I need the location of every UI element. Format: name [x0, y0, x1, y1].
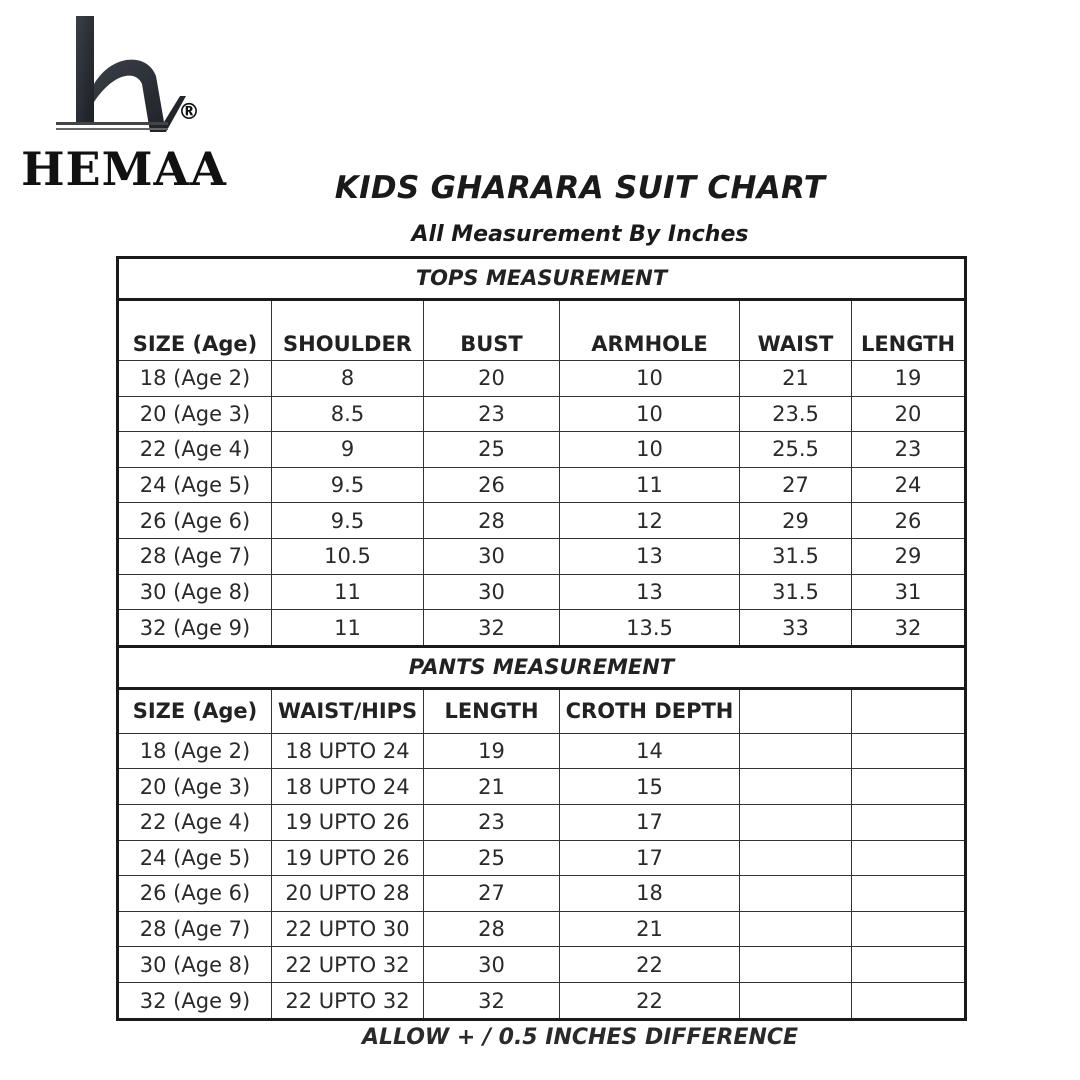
tops-cell-size: 22 (Age 4)	[118, 432, 272, 468]
pants-table-row	[118, 733, 966, 769]
tops-cell-size: 30 (Age 8)	[118, 574, 272, 610]
pants-cell-empty-2	[852, 983, 966, 1020]
tops-table-row	[118, 610, 966, 647]
tops-cell-length: 24	[852, 467, 966, 503]
tops-cell-bust: 28	[424, 503, 560, 539]
pants-table-row	[118, 947, 966, 983]
tops-cell-length: 29	[852, 539, 966, 575]
pants-cell-empty-1	[740, 804, 852, 840]
tops-cell-shoulder: 8.5	[272, 396, 424, 432]
tops-cell-waist: 25.5	[740, 432, 852, 468]
pants-header-empty-2	[852, 688, 966, 733]
pants-cell-empty-1	[740, 733, 852, 769]
pants-cell-length: 28	[424, 911, 560, 947]
tops-cell-armhole: 10	[560, 360, 740, 396]
pants-section-title: PANTS MEASUREMENT	[118, 647, 966, 689]
pants-cell-croth-depth: 18	[560, 876, 740, 912]
pants-cell-size: 28 (Age 7)	[118, 911, 272, 947]
pants-cell-size: 24 (Age 5)	[118, 840, 272, 876]
tops-cell-waist: 23.5	[740, 396, 852, 432]
tops-cell-armhole: 10	[560, 432, 740, 468]
tops-header-bust: BUST	[424, 299, 560, 360]
tops-cell-waist: 21	[740, 360, 852, 396]
tops-cell-bust: 30	[424, 574, 560, 610]
tops-cell-bust: 20	[424, 360, 560, 396]
tops-header-row	[118, 299, 966, 360]
pants-header-length: LENGTH	[424, 688, 560, 733]
pants-cell-empty-2	[852, 733, 966, 769]
tops-cell-waist: 31.5	[740, 539, 852, 575]
tops-cell-size: 28 (Age 7)	[118, 539, 272, 575]
pants-table-row	[118, 769, 966, 805]
tops-cell-waist: 27	[740, 467, 852, 503]
tops-header-armhole: ARMHOLE	[560, 299, 740, 360]
tops-cell-size: 18 (Age 2)	[118, 360, 272, 396]
tops-cell-shoulder: 10.5	[272, 539, 424, 575]
tops-cell-size: 26 (Age 6)	[118, 503, 272, 539]
pants-cell-croth-depth: 22	[560, 983, 740, 1020]
pants-cell-size: 18 (Age 2)	[118, 733, 272, 769]
pants-cell-empty-1	[740, 911, 852, 947]
tops-cell-size: 32 (Age 9)	[118, 610, 272, 647]
tops-table-row	[118, 467, 966, 503]
tops-cell-length: 19	[852, 360, 966, 396]
tops-cell-bust: 23	[424, 396, 560, 432]
tops-cell-armhole: 10	[560, 396, 740, 432]
pants-cell-empty-2	[852, 876, 966, 912]
pants-cell-length: 32	[424, 983, 560, 1020]
tops-cell-shoulder: 11	[272, 610, 424, 647]
tops-cell-shoulder: 9.5	[272, 467, 424, 503]
tops-header-shoulder: SHOULDER	[272, 299, 424, 360]
tolerance-note: ALLOW + / 0.5 INCHES DIFFERENCE	[361, 1025, 799, 1050]
tops-cell-waist: 33	[740, 610, 852, 647]
pants-cell-length: 27	[424, 876, 560, 912]
pants-section-header	[118, 647, 966, 689]
page-subtitle: All Measurement By Inches	[411, 222, 749, 247]
tops-table-row	[118, 360, 966, 396]
pants-cell-empty-2	[852, 769, 966, 805]
pants-cell-empty-2	[852, 804, 966, 840]
tops-cell-bust: 25	[424, 432, 560, 468]
pants-cell-croth-depth: 21	[560, 911, 740, 947]
pants-cell-empty-2	[852, 947, 966, 983]
pants-header-empty-1	[740, 688, 852, 733]
registered-mark: ®	[178, 100, 200, 125]
tops-cell-bust: 26	[424, 467, 560, 503]
tops-cell-length: 23	[852, 432, 966, 468]
tops-cell-bust: 30	[424, 539, 560, 575]
pants-cell-size: 30 (Age 8)	[118, 947, 272, 983]
tops-cell-length: 32	[852, 610, 966, 647]
pants-table-row	[118, 911, 966, 947]
pants-cell-waist-hips: 19 UPTO 26	[272, 840, 424, 876]
tops-cell-size: 24 (Age 5)	[118, 467, 272, 503]
pants-cell-waist-hips: 18 UPTO 24	[272, 769, 424, 805]
pants-table-row	[118, 804, 966, 840]
pants-cell-empty-2	[852, 840, 966, 876]
pants-cell-empty-2	[852, 911, 966, 947]
pants-cell-croth-depth: 17	[560, 804, 740, 840]
tops-header-waist: WAIST	[740, 299, 852, 360]
pants-cell-waist-hips: 22 UPTO 30	[272, 911, 424, 947]
tops-cell-shoulder: 9.5	[272, 503, 424, 539]
tops-header-length: LENGTH	[852, 299, 966, 360]
tops-table-row	[118, 539, 966, 575]
pants-header-croth-depth: CROTH DEPTH	[560, 688, 740, 733]
pants-cell-waist-hips: 20 UPTO 28	[272, 876, 424, 912]
tops-header-size: SIZE (Age)	[118, 299, 272, 360]
tops-cell-length: 26	[852, 503, 966, 539]
tops-cell-armhole: 11	[560, 467, 740, 503]
page-title: KIDS GHARARA SUIT CHART	[334, 170, 826, 206]
tops-cell-armhole: 13	[560, 539, 740, 575]
tops-cell-bust: 32	[424, 610, 560, 647]
pants-cell-length: 25	[424, 840, 560, 876]
pants-cell-size: 26 (Age 6)	[118, 876, 272, 912]
pants-cell-waist-hips: 22 UPTO 32	[272, 947, 424, 983]
pants-cell-croth-depth: 14	[560, 733, 740, 769]
pants-table-row	[118, 840, 966, 876]
tops-cell-length: 20	[852, 396, 966, 432]
tops-cell-length: 31	[852, 574, 966, 610]
brand-logo	[8, 14, 240, 196]
tops-cell-waist: 31.5	[740, 574, 852, 610]
pants-cell-empty-1	[740, 983, 852, 1020]
pants-header-size: SIZE (Age)	[118, 688, 272, 733]
pants-cell-waist-hips: 18 UPTO 24	[272, 733, 424, 769]
pants-cell-croth-depth: 22	[560, 947, 740, 983]
pants-cell-croth-depth: 17	[560, 840, 740, 876]
tops-cell-armhole: 13	[560, 574, 740, 610]
pants-header-waist-hips: WAIST/HIPS	[272, 688, 424, 733]
pants-cell-waist-hips: 22 UPTO 32	[272, 983, 424, 1020]
size-chart-table	[116, 256, 967, 1021]
tops-cell-waist: 29	[740, 503, 852, 539]
tops-table-row	[118, 574, 966, 610]
pants-cell-empty-1	[740, 876, 852, 912]
pants-cell-size: 20 (Age 3)	[118, 769, 272, 805]
pants-cell-empty-1	[740, 769, 852, 805]
pants-cell-empty-1	[740, 840, 852, 876]
pants-cell-croth-depth: 15	[560, 769, 740, 805]
pants-table-row	[118, 876, 966, 912]
tops-cell-shoulder: 9	[272, 432, 424, 468]
pants-cell-length: 21	[424, 769, 560, 805]
tops-table-row	[118, 396, 966, 432]
pants-cell-length: 30	[424, 947, 560, 983]
tops-cell-shoulder: 11	[272, 574, 424, 610]
pants-cell-length: 23	[424, 804, 560, 840]
pants-cell-size: 32 (Age 9)	[118, 983, 272, 1020]
brand-name: HEMAA	[21, 142, 227, 196]
tops-cell-size: 20 (Age 3)	[118, 396, 272, 432]
tops-section-header	[118, 258, 966, 300]
tops-table-row	[118, 432, 966, 468]
tops-section-title: TOPS MEASUREMENT	[118, 258, 966, 300]
pants-cell-length: 19	[424, 733, 560, 769]
tops-cell-armhole: 13.5	[560, 610, 740, 647]
tops-cell-armhole: 12	[560, 503, 740, 539]
tops-cell-shoulder: 8	[272, 360, 424, 396]
pants-table-row	[118, 983, 966, 1020]
pants-cell-size: 22 (Age 4)	[118, 804, 272, 840]
pants-header-row	[118, 688, 966, 733]
pants-cell-empty-1	[740, 947, 852, 983]
tops-table-row	[118, 503, 966, 539]
pants-cell-waist-hips: 19 UPTO 26	[272, 804, 424, 840]
